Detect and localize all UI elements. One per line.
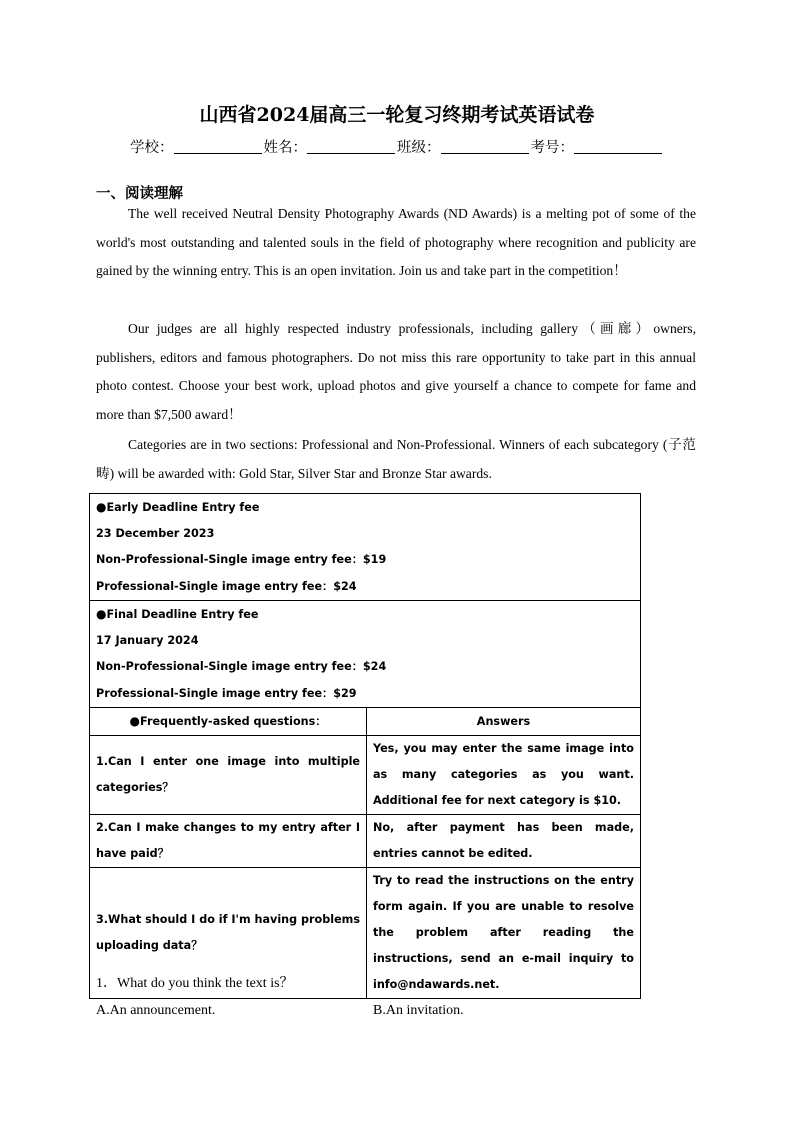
faq-answer-1: Yes, you may enter the same image into as many categories as you want. Additional fee for next category is $10. (367, 736, 641, 815)
option-a[interactable]: A.An announcement. (96, 1003, 216, 1018)
final-deadline-row (90, 601, 641, 708)
paragraph-3: Categories are in two sections: Professional and Non-Professional. Winners of each subcategory (子范畴) will be awarded with: Gold Star, Silver Star and Bronze Star awards. (96, 437, 696, 481)
early-pro-fee: Professional-Single image entry fee：$24 (96, 579, 357, 593)
option-b[interactable]: B.An invitation. (373, 1003, 464, 1018)
paragraph-1: The well received Neutral Density Photography Awards (ND Awards) is a melting pot of some of the world's most outstanding and talented souls in the field of photography where recognition and publicity are gained by the winning entry. This is an open invitation. Join us and take part in the competition！ (96, 206, 696, 278)
bullet-icon: ● (96, 500, 107, 514)
faq-answer-3: Try to read the instructions on the entry form again. If you are unable to resolve the problem after reading the instructions, send an e-mail inquiry to info@ndawards.net. (367, 868, 641, 999)
bullet-icon: ● (96, 607, 107, 621)
faq-question-3: 3.What should I do if I'm having problems uploading data？ (90, 868, 367, 999)
exam-title: 山西省2024届高三一轮复习终期考试英语试卷 (199, 104, 595, 126)
faq-row (90, 815, 641, 868)
early-non-pro-fee: Non-Professional-Single image entry fee：$19 (96, 553, 387, 566)
name-blank (307, 139, 395, 154)
answers-header: Answers (367, 708, 641, 736)
class-label: 班级： (397, 140, 441, 156)
faq-question-1: 1.Can I enter one image into multiple categories？ (90, 736, 367, 815)
name-label: 姓名： (263, 140, 307, 156)
faq-header-cell (90, 708, 367, 736)
faq-answer-2: No, after payment has been made, entries cannot be edited. (367, 815, 641, 868)
early-deadline-cell (90, 494, 641, 601)
faq-question-2: 2.Can I make changes to my entry after I have paid？ (90, 815, 367, 868)
faq-row (90, 736, 641, 815)
school-blank (174, 139, 262, 154)
bullet-icon: ● (129, 714, 141, 728)
paragraph-2: Our judges are all highly respected industry professionals, including gallery（画廊）owners, publishers, editors and famous photographers. Do not miss this rare opportunity to take part in this annual photo contest. Choose your best work, upload photos and give yourself a chance to compete for fame and more than $7,500 award！ (96, 321, 696, 422)
final-deadline-cell (90, 601, 641, 708)
number-label: 考号： (530, 140, 574, 156)
final-pro-fee: Professional-Single image entry fee：$29 (96, 686, 357, 700)
early-date: 23 December 2023 (96, 526, 215, 540)
early-deadline-row (90, 494, 641, 601)
class-blank (441, 139, 529, 154)
faq-header: Frequently-asked questions： (140, 715, 327, 728)
section-heading: 一、阅读理解 (96, 186, 183, 202)
fee-and-faq-table (89, 493, 641, 999)
number-blank (574, 139, 662, 154)
early-heading: Early Deadline Entry fee (106, 501, 260, 514)
student-info-line (0, 136, 794, 157)
final-non-pro-fee: Non-Professional-Single image entry fee：$24 (96, 660, 387, 673)
final-heading: Final Deadline Entry fee (106, 608, 259, 621)
final-date: 17 January 2024 (96, 633, 199, 647)
faq-header-row (90, 708, 641, 736)
school-label: 学校： (130, 140, 174, 156)
question-1: 1．What do you think the text is？ (96, 976, 294, 991)
